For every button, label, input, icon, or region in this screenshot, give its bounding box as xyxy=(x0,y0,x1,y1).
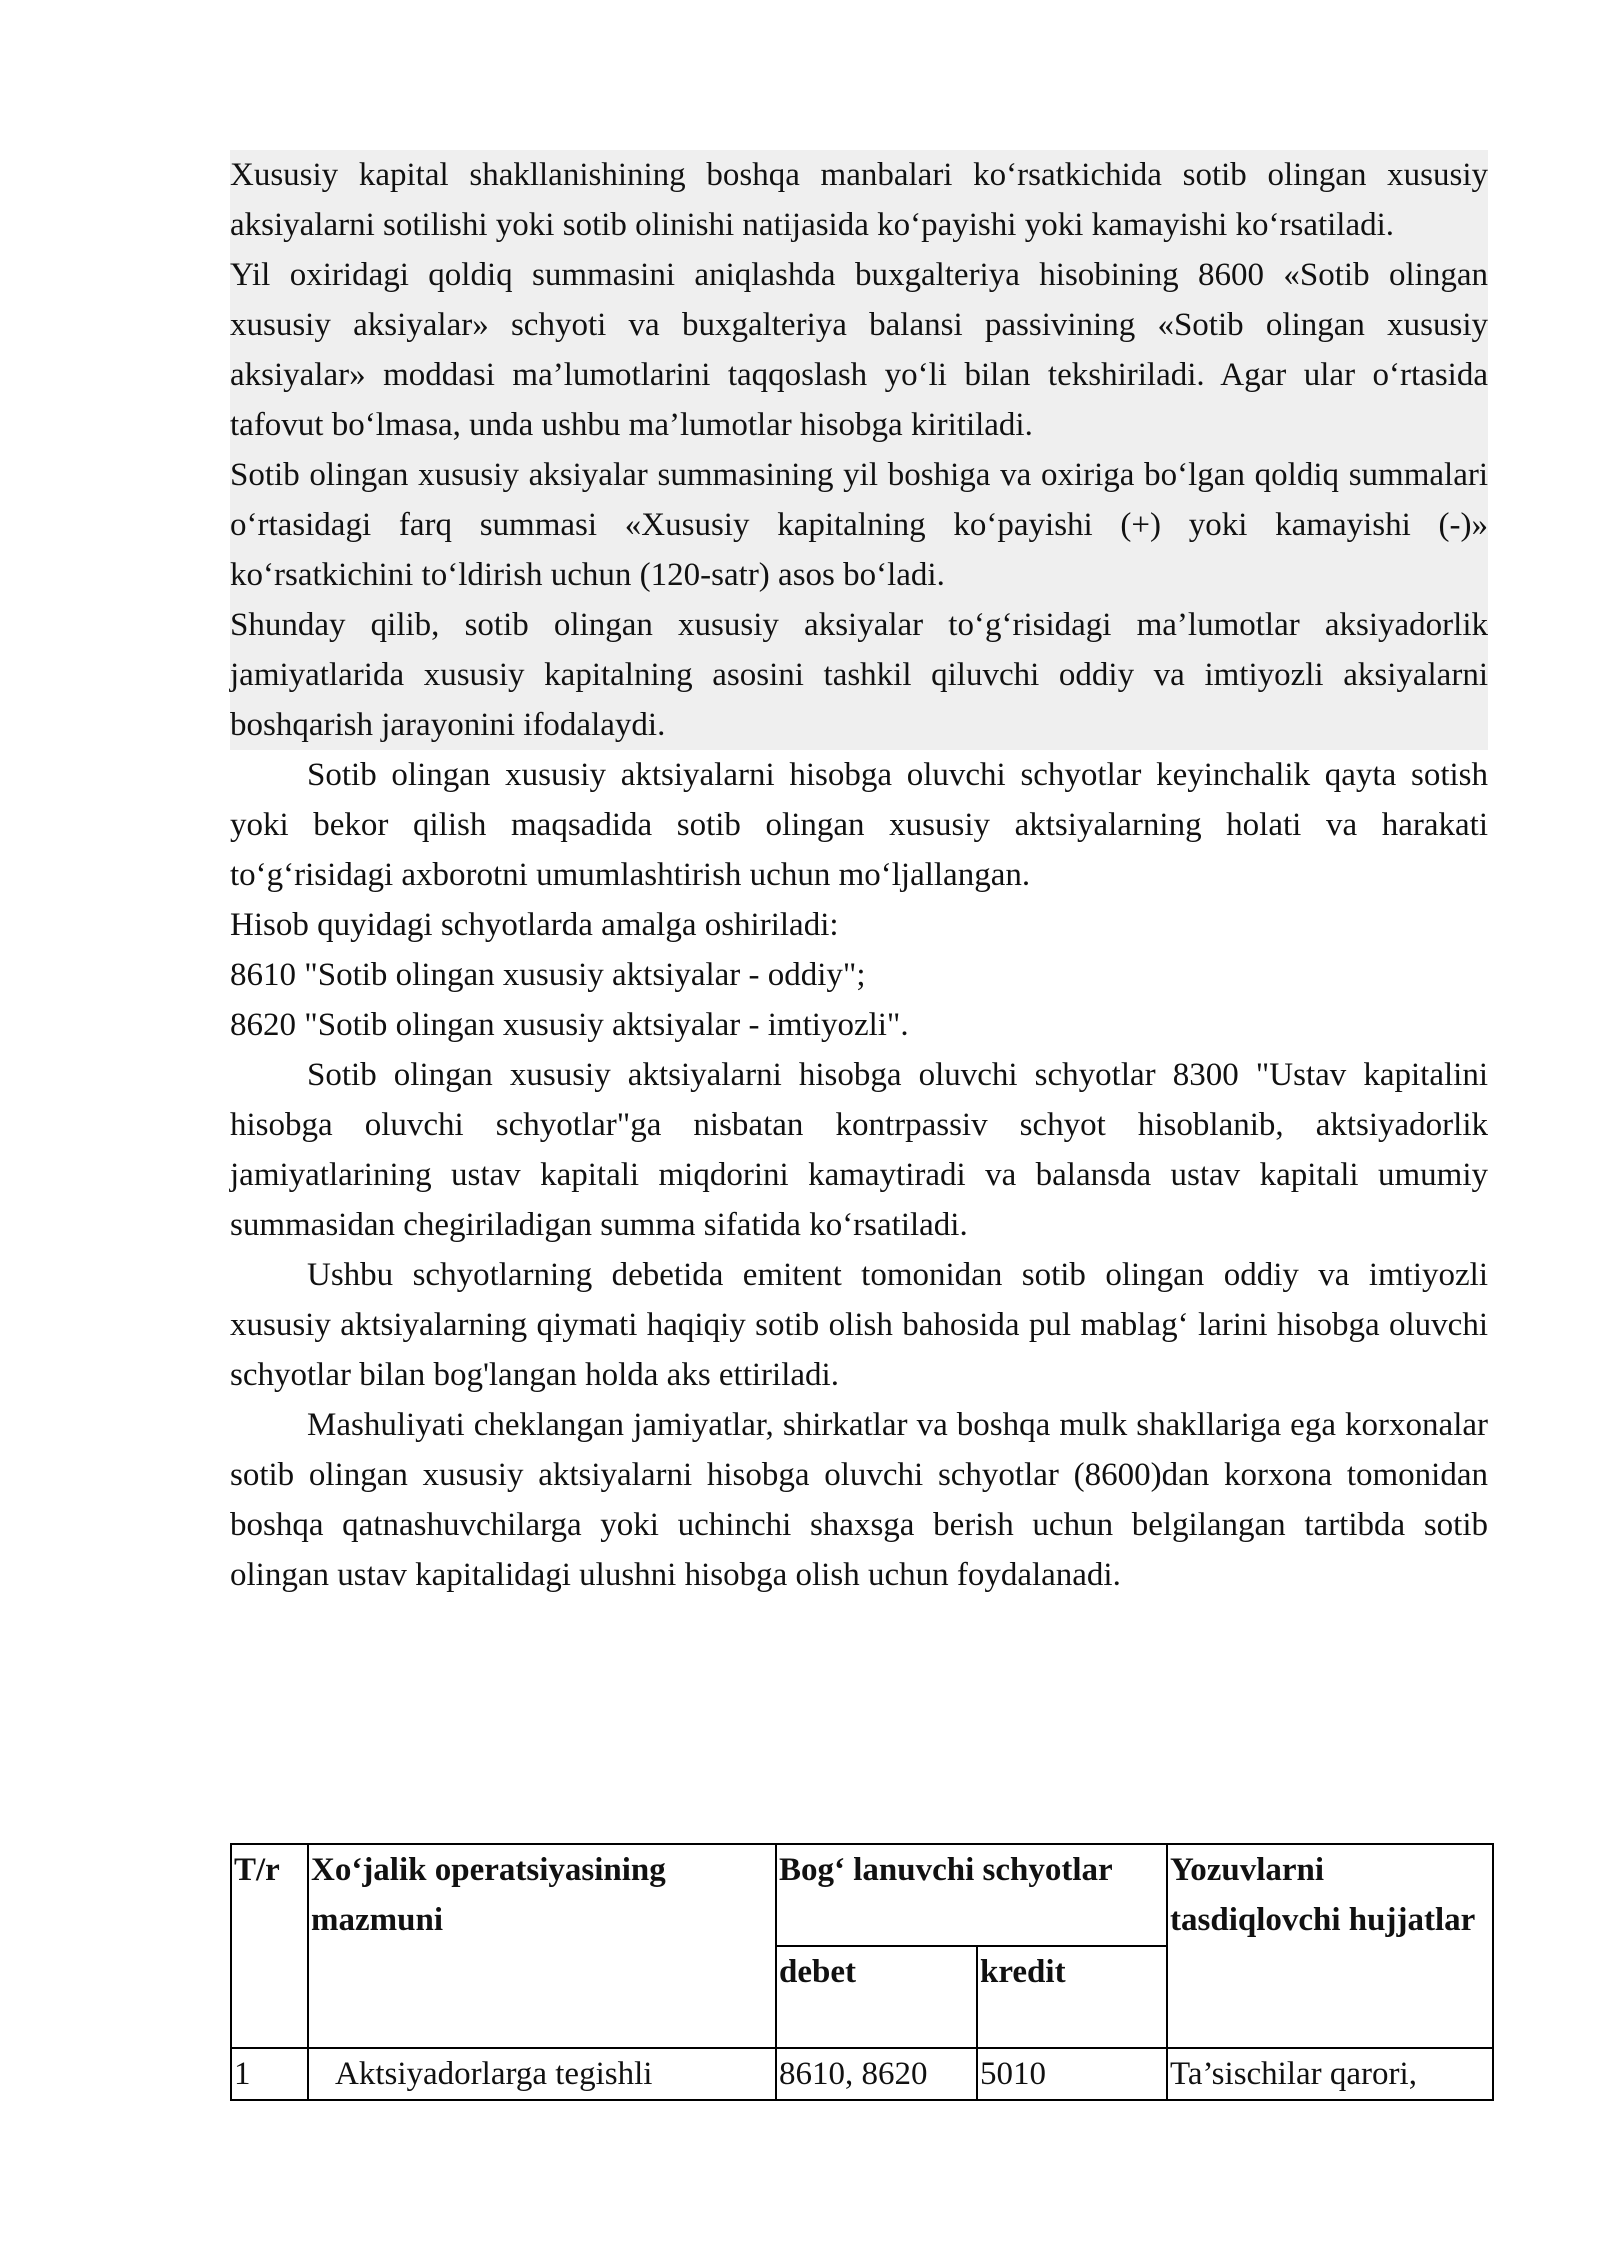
highlighted-block xyxy=(230,150,1488,750)
paragraph: Mashuliyati cheklangan jamiyatlar, shirkatlar va boshqa mulk shakllariga ega korxonalar sotib olingan xususiy aktsiyalarni hisobga oluvchi schyotlar (8600)dan korxona tomonidan boshqa qatnashuvchilarga yoki uchinchi shaxsga berish uchun belgilangan tartibda sotib olingan ustav kapitalidagi ulushni hisobga olish uchun foydalanadi. xyxy=(230,1407,1488,1593)
cell-number: 1 xyxy=(231,2048,308,2100)
paragraph: Xususiy kapital shakllanishining boshqa manbalari ko‘rsatkichida sotib olingan xususiy aksiyalarni sotilishi yoki sotib olinishi natijasida ko‘payishi yoki kamayishi ko‘rsatiladi. xyxy=(230,157,1488,243)
header-supporting-documents: Yozuvlarni tasdiqlovchi hujjatlar xyxy=(1167,1844,1493,2048)
account-line: 8610 "Sotib olingan xususiy aktsiyalar - oddiy"; xyxy=(230,957,866,993)
cell-debit: 8610, 8620 xyxy=(776,2048,977,2100)
header-linked-accounts: Bog‘ lanuvchi schyotlar xyxy=(776,1844,1167,1946)
header-debit: debet xyxy=(776,1946,977,2048)
paragraph: Yil oxiridagi qoldiq summasini aniqlashda buxgalteriya hisobining 8600 «Sotib olingan xususiy aksiyalar» schyoti va buxgalteriya balansi passivining «Sotib olingan xususiy aksiyalar» moddasi ma’lumotlarini taqqoslash yo‘li bilan tekshiriladi. Agar ular o‘rtasida tafovut bo‘lmasa, unda ushbu ma’lumotlar hisobga kiritiladi. xyxy=(230,257,1488,443)
account-line: 8620 "Sotib olingan xususiy aktsiyalar - imtiyozli". xyxy=(230,1007,909,1043)
document-body xyxy=(230,150,1488,1600)
cell-documents: Ta’sischilar qarori, xyxy=(1167,2048,1493,2100)
header-credit: kredit xyxy=(977,1946,1167,2048)
table-row xyxy=(231,2048,1493,2100)
cell-operation-content: Aktsiyadorlarga tegishli xyxy=(308,2048,776,2100)
header-operation-content: Xo‘jalik operatsiyasining mazmuni xyxy=(308,1844,776,2048)
operations-table-wrap xyxy=(230,1843,1492,2101)
paragraph: Sotib olingan xususiy aksiyalar summasining yil boshiga va oxiriga bo‘lgan qoldiq summalari o‘rtasidagi farq summasi «Xususiy kapitalning ko‘payishi (+) yoki kamayishi (-)» ko‘rsatkichini to‘ldirish uchun (120-satr) asos bo‘ladi. xyxy=(230,457,1488,593)
paragraph: Sotib olingan xususiy aktsiyalarni hisobga oluvchi schyotlar 8300 "Ustav kapitalini hisobga oluvchi schyotlar"ga nisbatan kontrpassiv schyot hisoblanib, aktsiyadorlik jamiyatlarining ustav kapitali miqdorini kamaytiradi va balansda ustav kapitali umumiy summasidan chegiriladigan summa sifatida ko‘rsatiladi. xyxy=(230,1057,1488,1243)
paragraph: Sotib olingan xususiy aktsiyalarni hisobga oluvchi schyotlar keyinchalik qayta sotish yoki bekor qilish maqsadida sotib olingan xususiy aktsiyalarning holati va harakati to‘g‘risidagi axborotni umumlashtirish uchun mo‘ljallangan. xyxy=(230,757,1488,893)
paragraph: Ushbu schyotlarning debetida emitent tomonidan sotib olingan oddiy va imtiyozli xususiy aktsiyalarning qiymati haqiqiy sotib olish bahosida pul mablag‘ larini hisobga oluvchi schyotlar bilan bog'langan holda aks ettiriladi. xyxy=(230,1257,1488,1393)
cell-credit: 5010 xyxy=(977,2048,1167,2100)
paragraph: Shunday qilib, sotib olingan xususiy aksiyalar to‘g‘risidagi ma’lumotlar aksiyadorlik jamiyatlarida xususiy kapitalning asosini tashkil qiluvchi oddiy va imtiyozli aksiyalarni boshqarish jarayonini ifodalaydi. xyxy=(230,607,1488,743)
header-number: T/r xyxy=(231,1844,308,2048)
operations-table xyxy=(230,1843,1494,2101)
text-line: Hisob quyidagi schyotlarda amalga oshiriladi: xyxy=(230,907,839,943)
table-header-row xyxy=(231,1844,1493,1946)
